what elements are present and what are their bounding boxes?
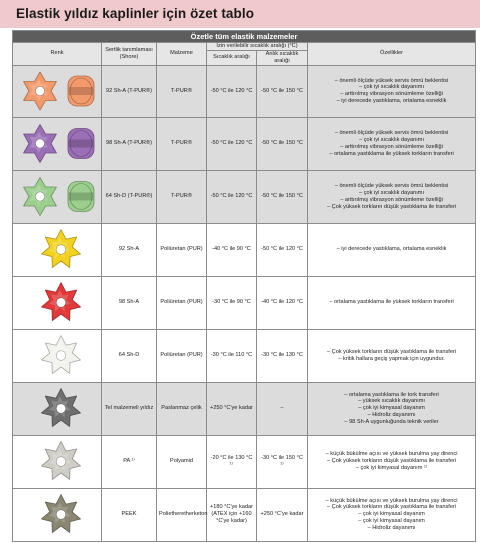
- header-features: Özellikler: [308, 43, 476, 66]
- temp-continuous-cell: -20 °C ile 130 °C ¹⁾: [207, 435, 257, 488]
- summary-table: [12, 30, 476, 542]
- header-temp-continuous: Sıcaklık aralığı: [207, 51, 257, 66]
- spider-star-icon: [24, 178, 57, 216]
- header-color: Renk: [13, 43, 102, 66]
- hardness-cell: 92 Sh-A: [102, 223, 157, 276]
- spider-illustration: [15, 171, 104, 222]
- temp-continuous-cell: -30 °C ile 90 °C: [207, 276, 257, 329]
- features-cell: [308, 223, 476, 276]
- spider-illustration: [15, 383, 104, 434]
- temp-peak-cell: -30 °C ile 150 °C ¹⁾: [257, 435, 308, 488]
- table-row: [13, 435, 476, 488]
- feature-item: – önemli ölçüde yüksek servis ömrü beklentisi: [334, 130, 449, 136]
- features-cell: [308, 117, 476, 170]
- features-list: [310, 349, 473, 363]
- material-cell: Poliüretan (PUR): [157, 329, 207, 382]
- hardness-cell: PA ¹⁾: [102, 435, 157, 488]
- hardness-cell: 98 Sh-A (T-PUR®): [102, 117, 157, 170]
- spider-star-icon: [42, 495, 81, 533]
- spider-illustration: [15, 330, 104, 381]
- spider-star-icon: [42, 336, 81, 374]
- temp-peak-cell: -50 °C ile 150 °C: [257, 65, 308, 117]
- feature-item: – kritik hallara geçiş yapmak için uygundur.: [338, 355, 445, 362]
- features-cell: [308, 65, 476, 117]
- spider-illustration: [15, 489, 104, 540]
- material-cell: Paslanmaz çelik: [157, 382, 207, 435]
- feature-item: – çok iyi kimyasal dayanım ¹⁾: [355, 465, 428, 472]
- temp-continuous-cell: -30 °C ile 110 °C: [207, 329, 257, 382]
- color-swatch-cell: [13, 382, 102, 435]
- feature-item: – 98 Sh-A uygunluğunda teknik veriler: [344, 419, 439, 426]
- feature-item: – çok iyi sıcaklık dayanımı: [359, 84, 425, 91]
- features-list: [310, 183, 473, 211]
- feature-item: – iyi derecede yastıklama, ortalama esneklik: [336, 246, 447, 253]
- feature-item: – küçük bükülme açısı ve yüksek burulma yay direnci: [325, 451, 458, 458]
- material-cell: T-PUR®: [157, 117, 207, 170]
- feature-item: – Hidroliz dayanımı: [367, 525, 416, 532]
- table-row: [13, 223, 476, 276]
- features-cell: [308, 170, 476, 223]
- table-title-row: [13, 31, 476, 43]
- spider-illustration: [15, 118, 104, 169]
- feature-item: – iyi derecede yastıklama, ortalama esneklik: [336, 98, 447, 105]
- features-list: [310, 299, 473, 306]
- spider-star-icon: [42, 442, 81, 480]
- spider-side-view-icon: [68, 76, 94, 106]
- table-row: [13, 382, 476, 435]
- header-temp-peak: Anlık sıcaklık aralığı: [257, 51, 308, 66]
- features-list: [310, 130, 473, 158]
- features-list: [310, 392, 473, 427]
- features-cell: [308, 435, 476, 488]
- feature-item: – çok iyi sıcaklık dayanımı: [359, 136, 425, 143]
- features-list: [310, 78, 473, 106]
- material-cell: Poliüretan (PUR): [157, 223, 207, 276]
- features-list: [310, 451, 473, 472]
- color-swatch-cell: [13, 170, 102, 223]
- feature-item: – ortalama yastıklama ile tork transferi: [344, 391, 439, 398]
- material-cell: Poliüretan (PUR): [157, 276, 207, 329]
- feature-item: – küçük bükülme açısı ve yüksek burulma yay direnci: [325, 497, 458, 504]
- spider-side-view-icon: [68, 129, 94, 159]
- feature-item: – Çok yüksek torkların düşük yastıklama ile transferi: [327, 203, 457, 210]
- temp-peak-cell: -50 °C ile 120 °C: [257, 223, 308, 276]
- spider-illustration: [15, 436, 104, 487]
- hardness-cell: Tel malzemeli yıldız: [102, 382, 157, 435]
- table-row: [13, 276, 476, 329]
- table-row: [13, 329, 476, 382]
- material-cell: T-PUR®: [157, 65, 207, 117]
- spider-star-icon: [24, 72, 57, 110]
- feature-item: – yüksek sıcaklık dayanımı: [358, 398, 425, 405]
- spider-star-icon: [42, 230, 81, 268]
- temp-peak-cell: -50 °C ile 150 °C: [257, 170, 308, 223]
- spider-side-view-icon: [68, 182, 94, 212]
- table-title: Özetle tüm elastik malzemeler: [13, 31, 476, 43]
- header-temp-range: İzin verilebilir sıcaklık aralığı (°C): [207, 43, 308, 51]
- feature-item: – önemli ölçüde yüksek servis ömrü beklentisi: [334, 77, 449, 84]
- header-material: Malzeme: [157, 43, 207, 66]
- temp-peak-cell: -40 °C ile 120 °C: [257, 276, 308, 329]
- hardness-cell: 98 Sh-A: [102, 276, 157, 329]
- features-cell: [308, 488, 476, 541]
- hardness-cell: 64 Sh-D: [102, 329, 157, 382]
- feature-item: – Çok yüksek torkların düşük yastıklama ile transferi: [327, 504, 457, 511]
- feature-item: – önemli ölçüde yüksek servis ömrü beklentisi: [334, 183, 449, 189]
- feature-item: – Çok yüksek torkların düşük yastıklama ile transferi: [327, 458, 457, 465]
- hardness-cell: 92 Sh-A (T-PUR®): [102, 65, 157, 117]
- feature-item: – arttırılmış vibrasyon sönümleme özelliği: [340, 196, 443, 203]
- features-list: [310, 246, 473, 253]
- spider-star-icon: [24, 125, 57, 163]
- temp-peak-cell: -50 °C ile 150 °C: [257, 117, 308, 170]
- header-row: [13, 43, 476, 51]
- spider-star-icon: [42, 389, 81, 427]
- hardness-cell: 64 Sh-D (T-PUR®): [102, 170, 157, 223]
- feature-item: – arttırılmış vibrasyon sönümleme özelliği: [340, 143, 443, 150]
- spider-illustration: [15, 277, 104, 328]
- temp-continuous-cell: +180 °C'ye kadar (ATEX için +160 °C'ye kadar): [207, 488, 257, 541]
- table-row: [13, 117, 476, 170]
- header-hardness: Sertlik tanımlaması (Shore): [102, 43, 157, 66]
- feature-item: – Hidroliz dayanımı: [367, 412, 416, 419]
- features-list: [310, 498, 473, 533]
- temp-peak-cell: +250 °C'ye kadar: [257, 488, 308, 541]
- color-swatch-cell: [13, 329, 102, 382]
- features-cell: [308, 382, 476, 435]
- feature-item: – çok iyi sıcaklık dayanımı: [359, 189, 425, 196]
- color-swatch-cell: [13, 65, 102, 117]
- temp-continuous-cell: +250 °C'ye kadar: [207, 382, 257, 435]
- temp-peak-cell: -30 °C ile 130 °C: [257, 329, 308, 382]
- material-cell: T-PUR®: [157, 170, 207, 223]
- color-swatch-cell: [13, 223, 102, 276]
- feature-item: – ortalama yastıklama ile yüksek torkların transferi: [329, 299, 454, 306]
- feature-item: – çok iyi kimyasal dayanım: [358, 511, 425, 518]
- page-title: Elastik yıldız kaplinler için özet tablo: [16, 6, 255, 21]
- temp-continuous-cell: -50 °C ile 120 °C: [207, 170, 257, 223]
- color-swatch-cell: [13, 488, 102, 541]
- table-row: [13, 488, 476, 541]
- table-row: [13, 65, 476, 117]
- spider-illustration: [15, 224, 104, 275]
- temp-continuous-cell: -50 °C ile 120 °C: [207, 65, 257, 117]
- temp-continuous-cell: -50 °C ile 120 °C: [207, 117, 257, 170]
- hardness-cell: PEEK: [102, 488, 157, 541]
- spider-star-icon: [42, 283, 81, 321]
- feature-item: – Çok yüksek torkların düşük yastıklama ile transferi: [327, 348, 457, 355]
- features-cell: [308, 329, 476, 382]
- features-cell: [308, 276, 476, 329]
- spider-illustration: [15, 66, 104, 116]
- color-swatch-cell: [13, 276, 102, 329]
- temp-peak-cell: –: [257, 382, 308, 435]
- feature-item: – ortalama yastıklama ile yüksek torkların transferi: [329, 150, 454, 157]
- feature-item: – çok iyi kimyasal dayanım: [358, 518, 425, 525]
- feature-item: – arttırılmış vibrasyon sönümleme özelliği: [340, 91, 443, 98]
- table-row: [13, 170, 476, 223]
- temp-continuous-cell: -40 °C ile 90 °C: [207, 223, 257, 276]
- material-cell: Polietheretherketon: [157, 488, 207, 541]
- title-banner: [0, 0, 480, 28]
- material-cell: Polyamid: [157, 435, 207, 488]
- color-swatch-cell: [13, 435, 102, 488]
- color-swatch-cell: [13, 117, 102, 170]
- feature-item: – çok iyi kimyasal dayanım: [358, 405, 425, 412]
